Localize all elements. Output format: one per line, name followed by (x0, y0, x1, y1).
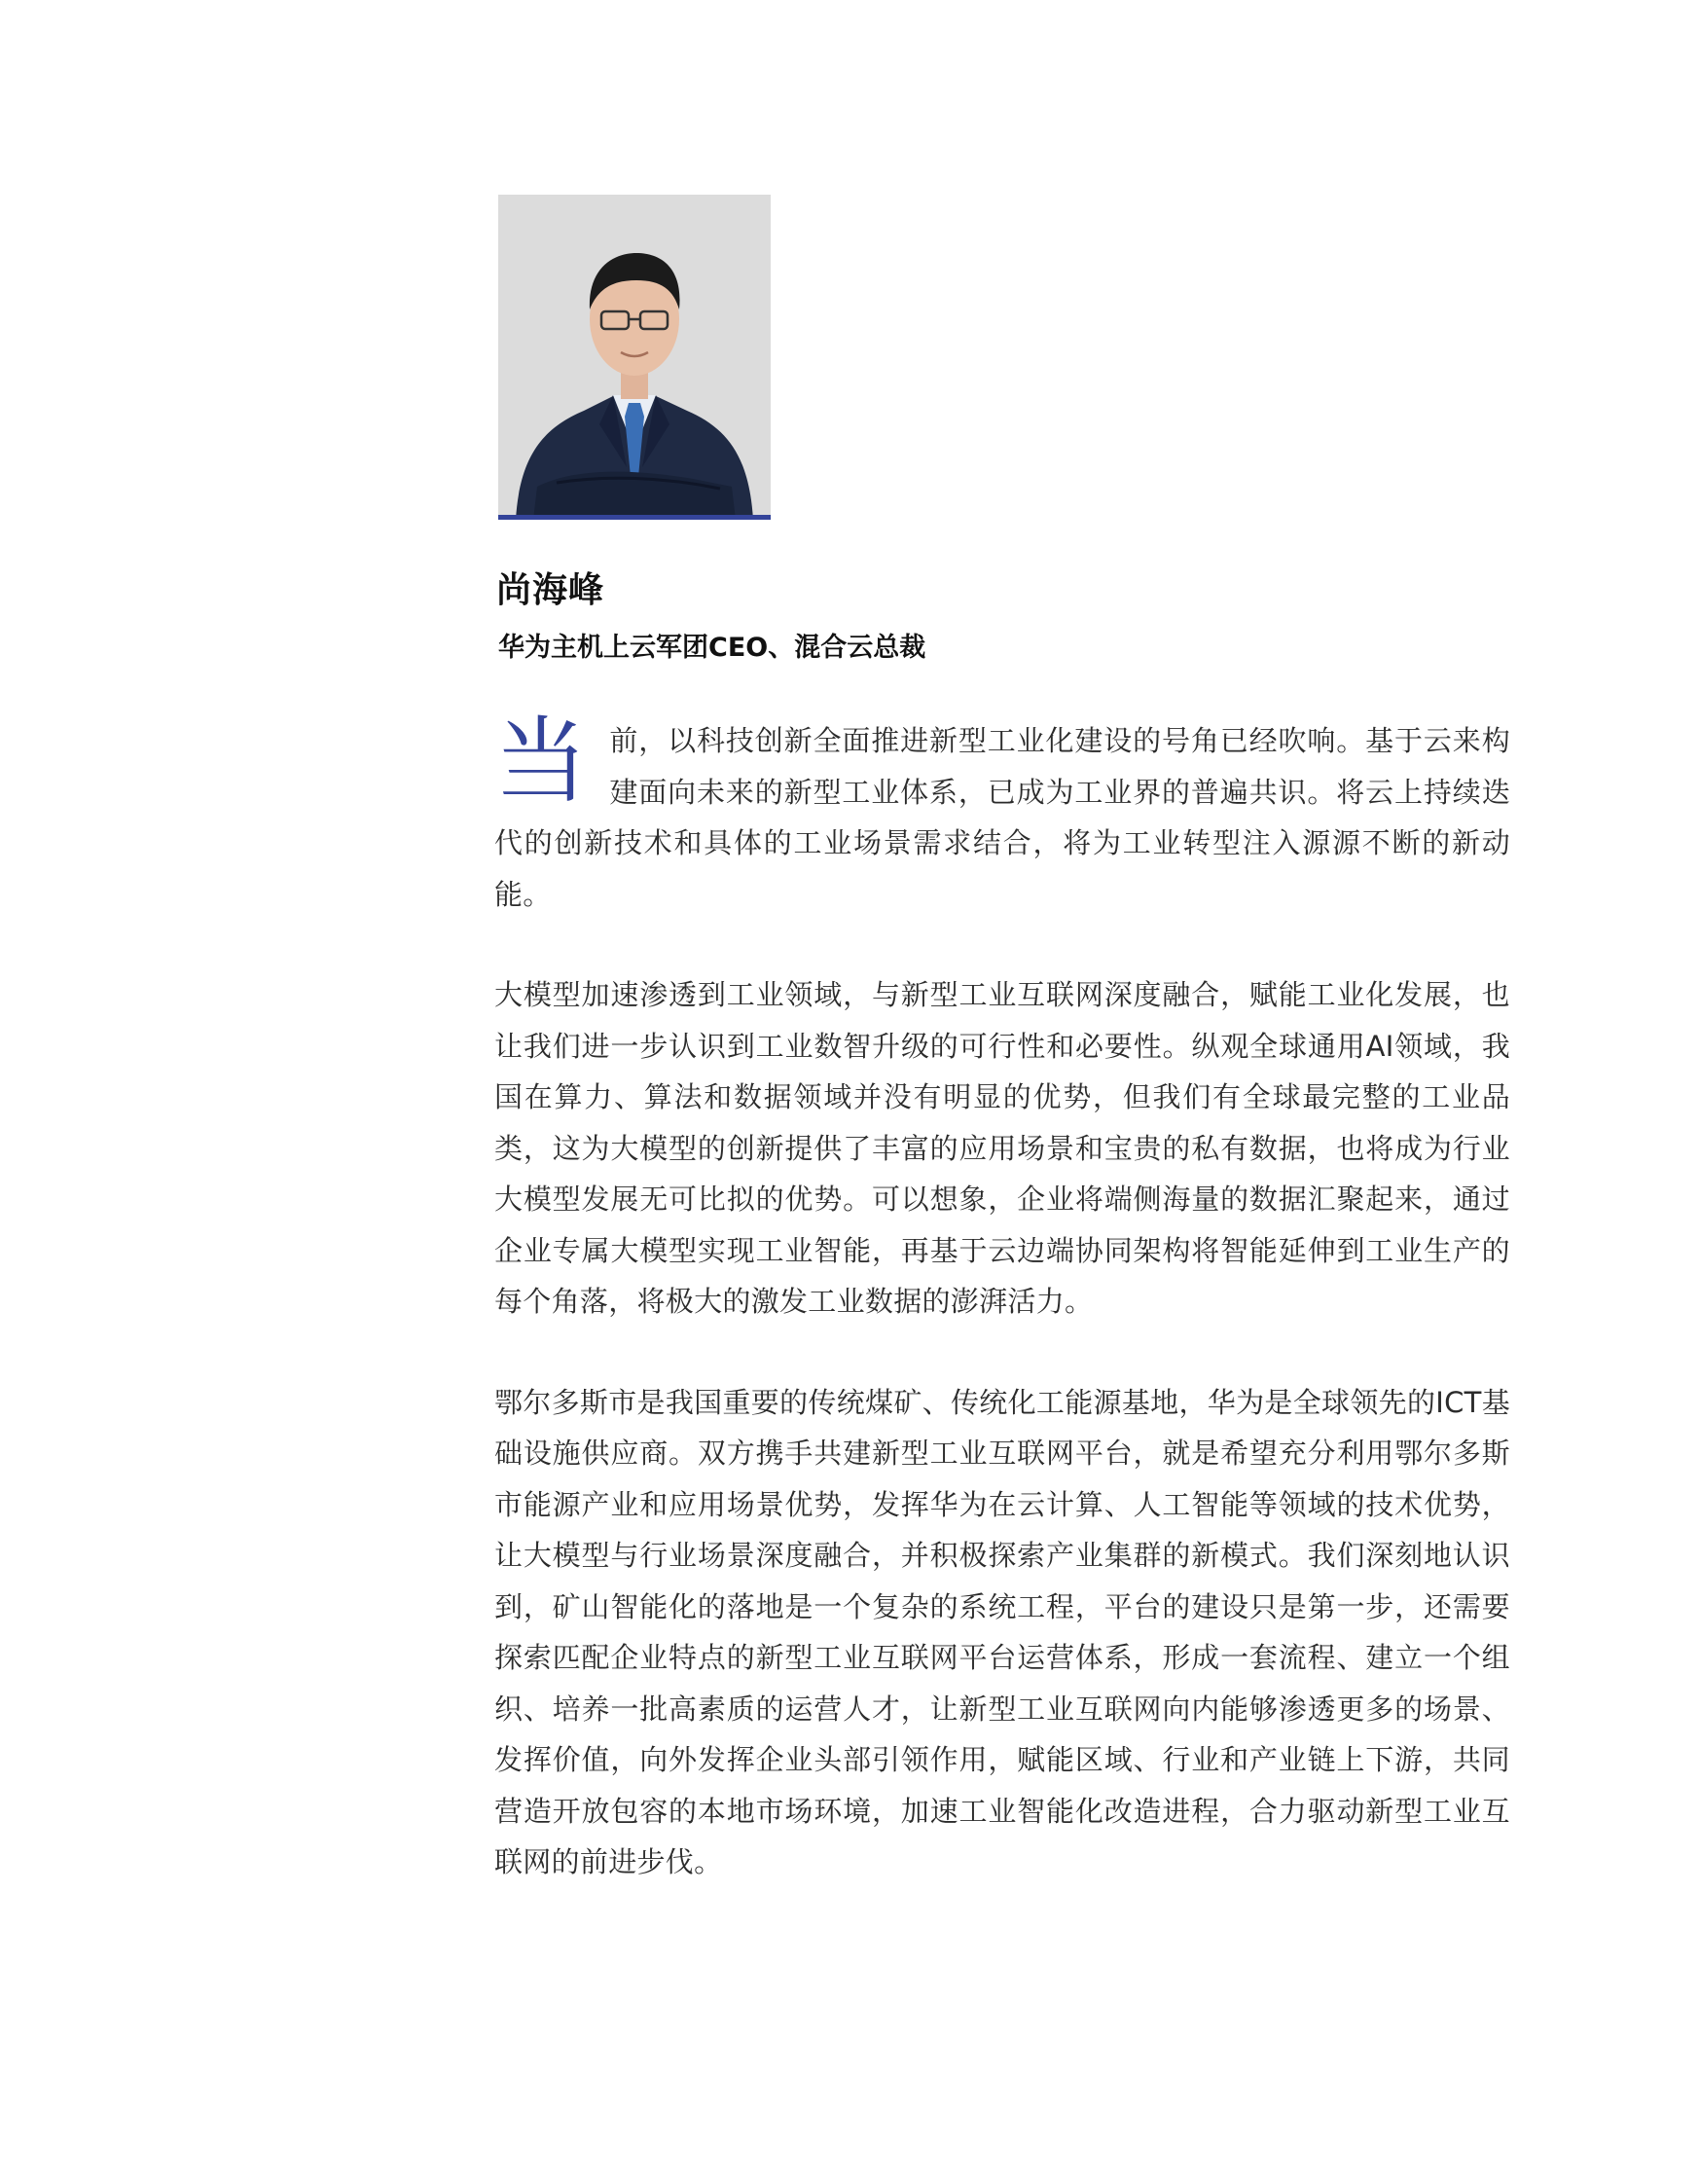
paragraph-3: 鄂尔多斯市是我国重要的传统煤矿、传统化工能源基地，华为是全球领先的ICT基础设施供应商。双方携手共建新型工业互联网平台，就是希望充分利用鄂尔多斯市能源产业和应用场景优势，发挥华为在云计算、人工智能等领域的技术优势，让大模型与行业场景深度融合，并积极探索产业集群的新模式。我们深刻地认识到，矿山智能化的落地是一个复杂的系统工程，平台的建设只是第一步，还需要探索匹配企业特点的新型工业互联网平台运营体系，形成一套流程、建立一个组织、培养一批高素质的运营人才，让新型工业互联网向内能够渗透更多的场景、发挥价值，向外发挥企业头部引领作用，赋能区域、行业和产业链上下游，共同营造开放包容的本地市场环境，加速工业智能化改造进程，合力驱动新型工业互联网的前进步伐。 (494, 1385, 1510, 1878)
portrait-accent-bar (498, 515, 771, 520)
portrait-illustration (498, 195, 771, 520)
portrait-photo (498, 195, 771, 520)
paragraph-2: 大模型加速渗透到工业领域，与新型工业互联网深度融合，赋能工业化发展，也让我们进一步认识到工业数智升级的可行性和必要性。纵观全球通用AI领域，我国在算力、算法和数据领域并没有明显的优势，但我们有全球最完整的工业品类，这为大模型的创新提供了丰富的应用场景和宝贵的私有数据，也将成为行业大模型发展无可比拟的优势。可以想象，企业将端侧海量的数据汇聚起来，通过企业专属大模型实现工业智能，再基于云边端协同架构将智能延伸到工业生产的每个角落，将极大的激发工业数据的澎湃活力。 (494, 978, 1510, 1318)
person-title: 华为主机上云军团CEO、混合云总裁 (498, 633, 926, 663)
paragraph-1 (494, 707, 1510, 920)
person-name: 尚海峰 (496, 570, 605, 610)
article-body (494, 707, 1510, 1938)
paragraph-1-text: 前，以科技创新全面推进新型工业化建设的号角已经吹响。基于云来构建面向未来的新型工业体系，已成为工业界的普遍共识。将云上持续迭代的创新技术和具体的工业场景需求结合，将为工业转型注入源源不断的新动能。 (494, 724, 1510, 911)
drop-cap: 当 (494, 707, 589, 816)
